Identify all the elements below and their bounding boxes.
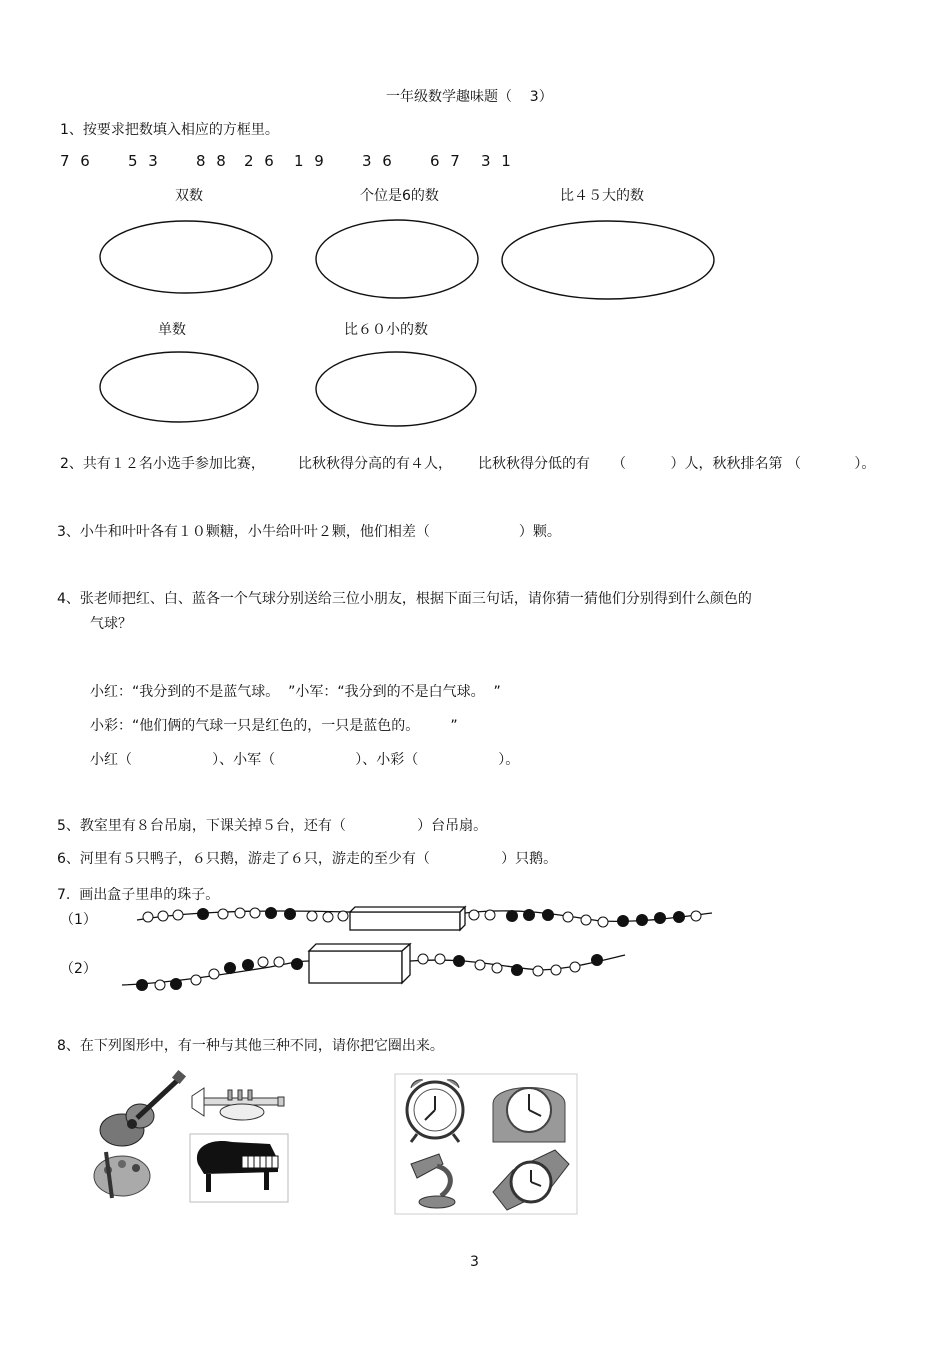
number-item: 8 8 (196, 152, 229, 170)
desk-lamp-icon[interactable] (411, 1154, 455, 1208)
row-2-label: （2） (60, 961, 97, 977)
alarm-clock-icon[interactable] (407, 1080, 463, 1142)
label-gt-45: 比４５大的数 (560, 188, 644, 204)
number-item: 3 1 (481, 152, 514, 170)
question-5: 5、教室里有８台吊扇，下课关掉５台，还有（ ）台吊扇。 (57, 818, 488, 834)
statement-2: 小彩：“他们俩的气球一只是红色的，一只是蓝色的。 ” (90, 718, 458, 734)
question-2-part-4: （ ）人，秋秋排名第 （ ）。 (612, 456, 876, 472)
number-item: 3 6 (362, 152, 395, 170)
question-2-part-1: 2、共有１２名小选手参加比赛， (60, 456, 265, 472)
trumpet-icon[interactable] (192, 1088, 284, 1120)
oval-odd[interactable] (100, 352, 258, 422)
page-title: 一年级数学趣味题（ 3） (386, 89, 553, 105)
bead-strings (0, 895, 950, 1015)
question-6: 6、河里有５只鸭子，６只鹅，游走了６只，游走的至少有（ ）只鹅。 (57, 851, 558, 867)
table-clock-icon[interactable] (493, 1088, 565, 1143)
oval-lt-60[interactable] (316, 352, 476, 426)
number-item: 1 9 (294, 152, 327, 170)
label-odd: 单数 (158, 322, 186, 338)
page-number: 3 (470, 1254, 479, 1270)
statement-1: 小红：“我分到的不是蓝气球。 ”小军：“我分到的不是白气球。 ” (90, 684, 501, 700)
icon-group-2 (393, 1070, 583, 1220)
label-even: 双数 (175, 188, 203, 204)
question-8-prompt: 8、在下列图形中，有一种与其他三种不同，请你把它圈出来。 (57, 1038, 444, 1054)
palette-icon[interactable] (94, 1152, 150, 1198)
row-1-label: （1） (60, 912, 97, 928)
number-item: 2 6 (244, 152, 277, 170)
box-row-2 (309, 944, 410, 983)
wristwatch-icon[interactable] (493, 1150, 569, 1210)
number-item: 7 6 (60, 152, 93, 170)
question-4-line-1: 4、张老师把红、白、蓝各一个气球分别送给三位小朋友，根据下面三句话，请你猜一猜他们分别得到什么颜色的 (57, 591, 752, 607)
answer-ovals (0, 0, 950, 460)
label-ones-6: 个位是6的数 (360, 188, 439, 204)
oval-ones-6[interactable] (316, 220, 478, 298)
question-4-line-2: 气球？ (90, 616, 132, 632)
question-2-part-2: 比秋秋得分高的有４人， (298, 456, 452, 472)
question-7-prompt: 7. 画出盒子里串的珠子。 (57, 887, 220, 903)
piano-icon[interactable] (190, 1134, 288, 1202)
question-2-part-3: 比秋秋得分低的有 (478, 456, 590, 472)
label-lt-60: 比６０小的数 (344, 322, 428, 338)
question-3: 3、小牛和叶叶各有１０颗糖，小牛给叶叶２颗，他们相差（ ）颗。 (57, 524, 561, 540)
number-item: 5 3 (128, 152, 161, 170)
guitar-icon[interactable] (100, 1070, 186, 1146)
icon-group-1 (92, 1068, 292, 1208)
oval-gt-45[interactable] (502, 221, 714, 299)
oval-even[interactable] (100, 221, 272, 293)
question-1-prompt: 1、按要求把数填入相应的方框里。 (60, 122, 279, 138)
question-4-answer: 小红（ ）、小军（ ）、小彩（ ）。 (90, 752, 520, 768)
box-row-1 (350, 907, 465, 930)
number-item: 6 7 (430, 152, 463, 170)
